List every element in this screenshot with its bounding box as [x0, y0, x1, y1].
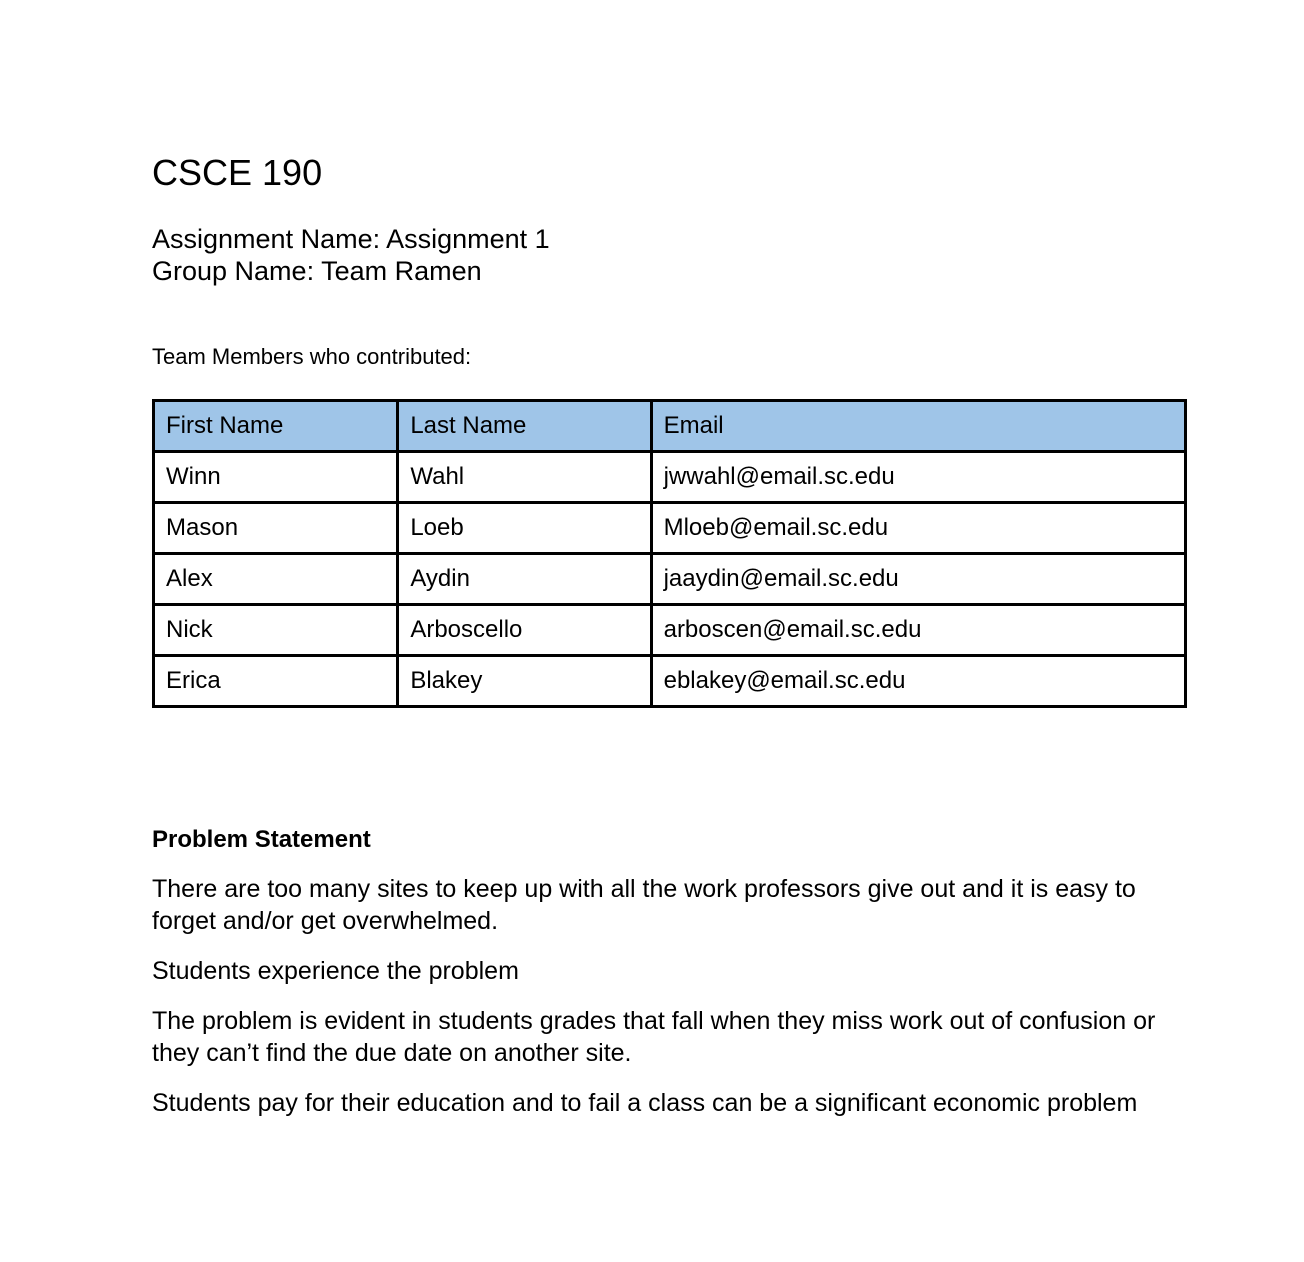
members-table — [152, 399, 1187, 708]
table-row — [154, 503, 1186, 554]
last-name-cell: Arboscello — [398, 605, 651, 656]
last-name-cell: Blakey — [398, 656, 651, 707]
problem-statement-heading: Problem Statement — [152, 826, 371, 853]
table-header-row — [154, 401, 1186, 452]
header-first-name: First Name — [154, 401, 398, 452]
first-name-cell: Nick — [154, 605, 398, 656]
course-title: CSCE 190 — [152, 152, 323, 193]
problem-paragraph: Students pay for their education and to fail a class can be a significant economic problem — [152, 1089, 1138, 1117]
first-name-cell: Winn — [154, 452, 398, 503]
table-row — [154, 656, 1186, 707]
email-cell: eblakey@email.sc.edu — [651, 656, 1185, 707]
assignment-meta — [152, 223, 550, 287]
members-label: Team Members who contributed: — [152, 344, 472, 369]
email-cell: arboscen@email.sc.edu — [651, 605, 1185, 656]
problem-statement-body — [152, 873, 1172, 1137]
problem-paragraph: The problem is evident in students grades that fall when they miss work out of confusion or they can’t find the due date on another site. — [152, 1007, 1156, 1067]
first-name-cell: Mason — [154, 503, 398, 554]
assignment-name: Assignment Name: Assignment 1 — [152, 224, 550, 254]
first-name-cell: Erica — [154, 656, 398, 707]
table-row — [154, 554, 1186, 605]
last-name-cell: Wahl — [398, 452, 651, 503]
email-cell: Mloeb@email.sc.edu — [651, 503, 1185, 554]
email-cell: jaaydin@email.sc.edu — [651, 554, 1185, 605]
header-last-name: Last Name — [398, 401, 651, 452]
table-row — [154, 452, 1186, 503]
problem-paragraph: Students experience the problem — [152, 957, 519, 985]
first-name-cell: Alex — [154, 554, 398, 605]
last-name-cell: Aydin — [398, 554, 651, 605]
group-name: Group Name: Team Ramen — [152, 256, 482, 286]
problem-paragraph: There are too many sites to keep up with all the work professors give out and it is easy to forget and/or get overwhelmed. — [152, 875, 1136, 935]
header-email: Email — [651, 401, 1185, 452]
email-cell: jwwahl@email.sc.edu — [651, 452, 1185, 503]
last-name-cell: Loeb — [398, 503, 651, 554]
table-row — [154, 605, 1186, 656]
